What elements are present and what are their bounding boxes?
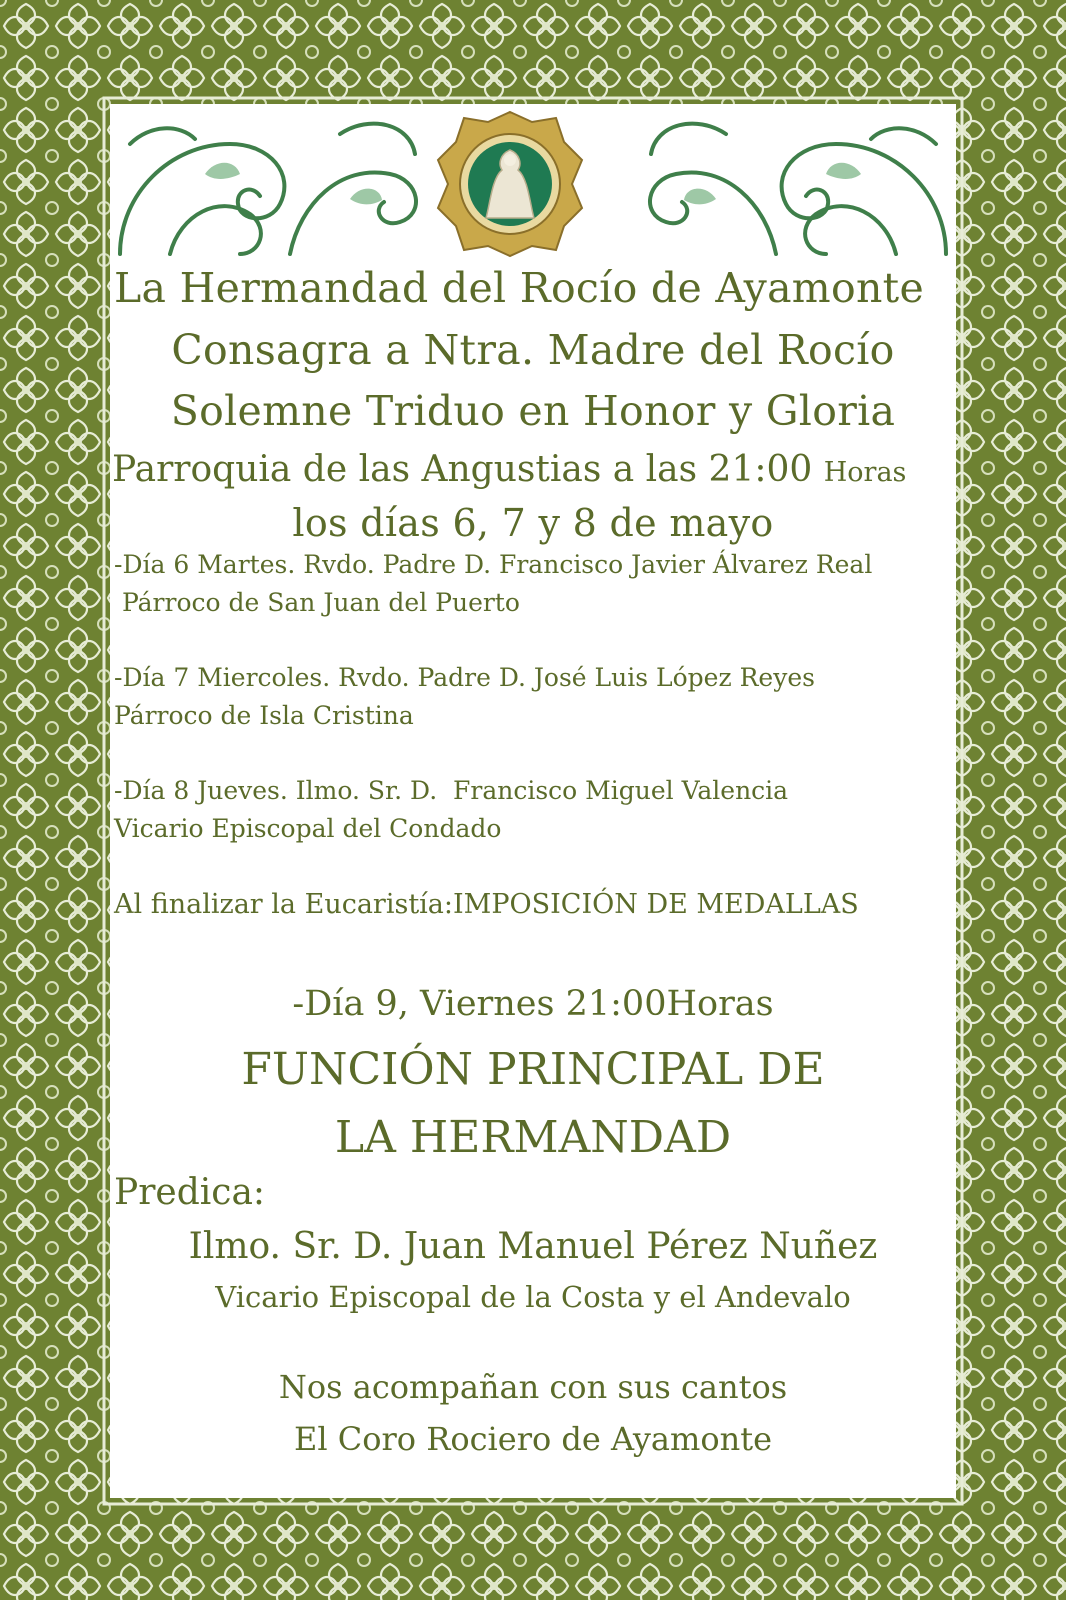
parroquia-text: Parroquia de las Angustias a las 21:00 <box>112 449 813 490</box>
hermandad-title: La Hermandad del Rocío de Ayamonte <box>114 264 925 312</box>
funcion-title-2: LA HERMANDAD <box>334 1112 732 1163</box>
dates-line: los días 6, 7 y 8 de mayo <box>292 501 774 545</box>
day-8-line: -Día 8 Jueves. Ilmo. Sr. D. Francisco Miguel Valencia <box>114 776 789 805</box>
header-ornament <box>110 104 956 264</box>
predica-label: Predica: <box>114 1172 266 1213</box>
triduo-line: Solemne Triduo en Honor y Gloria <box>170 387 896 435</box>
parroquia-line <box>112 449 906 490</box>
medallas-line: Al finalizar la Eucaristía:IMPOSICIÓN DE MEDALLAS <box>114 889 859 920</box>
day-6-parish: Párroco de San Juan del Puerto <box>114 588 520 617</box>
day-8-role: Vicario Episcopal del Condado <box>114 814 502 843</box>
coro-line-1: Nos acompañan con sus cantos <box>278 1368 788 1406</box>
funcion-title-1: FUNCIÓN PRINCIPAL DE <box>241 1044 825 1095</box>
predicador-name: Ilmo. Sr. D. Juan Manuel Pérez Nuñez <box>188 1226 878 1267</box>
virgin-medallion-icon <box>438 112 582 256</box>
poster-panel <box>110 104 956 1498</box>
funcion-date: -Día 9, Viernes 21:00Horas <box>292 984 774 1024</box>
horas-text: Horas <box>823 457 907 488</box>
consagra-line: Consagra a Ntra. Madre del Rocío <box>171 326 895 374</box>
day-7-line: -Día 7 Miercoles. Rvdo. Padre D. José Luis López Reyes <box>114 663 815 692</box>
day-6-line: -Día 6 Martes. Rvdo. Padre D. Francisco Javier Álvarez Real <box>114 550 873 579</box>
predicador-role: Vicario Episcopal de la Costa y el Andevalo <box>215 1280 851 1314</box>
coro-line-2: El Coro Rociero de Ayamonte <box>293 1420 772 1458</box>
day-7-parish: Párroco de Isla Cristina <box>114 701 414 730</box>
